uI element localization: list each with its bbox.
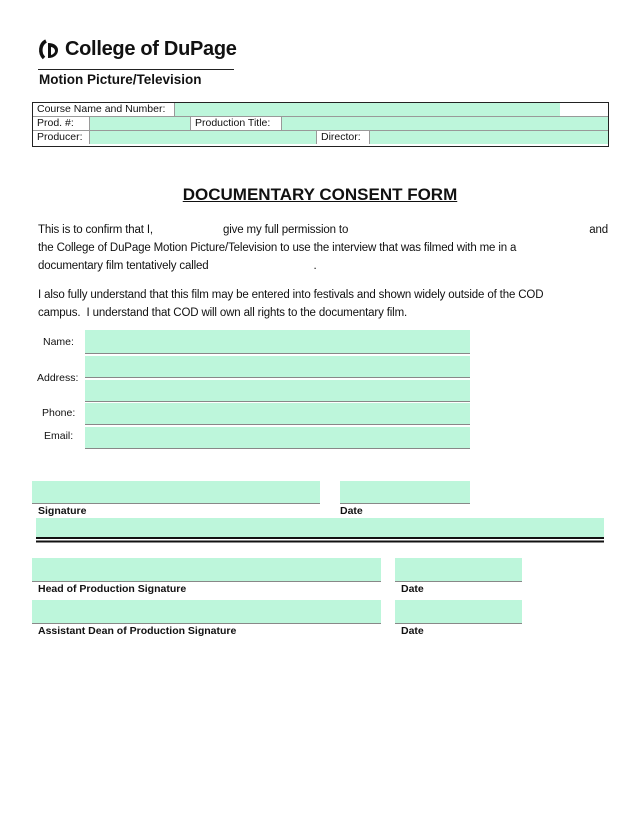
dean-date-field[interactable] (395, 600, 522, 624)
para1-line2: the College of DuPage Motion Picture/Television to use the interview that was filmed with me in a (38, 242, 517, 254)
para1-part1: This is to confirm that I, (38, 224, 153, 236)
phone-field[interactable] (85, 403, 470, 425)
paragraph-2 (38, 286, 608, 322)
extra-field[interactable] (36, 518, 604, 537)
row-producer (33, 131, 608, 144)
para1-line1 (38, 221, 608, 239)
college-logo (38, 38, 237, 70)
dean-signature-label: Assistant Dean of Production Signature (38, 625, 237, 637)
course-field[interactable] (175, 103, 560, 116)
course-label: Course Name and Number: (33, 103, 175, 116)
signature-date-field[interactable] (340, 481, 470, 504)
para2-line2-row (38, 304, 608, 322)
para1-line3: documentary film tentatively called (38, 260, 209, 272)
signature-field[interactable] (32, 481, 320, 504)
prod-num-label: Prod. #: (33, 117, 90, 130)
director-field[interactable] (370, 131, 608, 144)
name-blank (153, 221, 223, 239)
name-field[interactable] (85, 330, 470, 354)
address-line2-field[interactable] (85, 380, 470, 402)
head-signature-label: Head of Production Signature (38, 583, 187, 595)
production-title-label: Production Title: (190, 117, 282, 130)
divider-double-line (36, 537, 604, 539)
prod-num-field[interactable] (90, 117, 190, 130)
head-signature-field[interactable] (32, 558, 381, 582)
head-date-label: Date (401, 583, 424, 595)
signature-label: Signature (38, 505, 87, 517)
signature-date-label: Date (340, 505, 363, 517)
producer-label: Producer: (33, 131, 90, 144)
logo-mark-icon (38, 39, 60, 61)
address-line1-field[interactable] (85, 356, 470, 378)
phone-label: Phone: (42, 407, 76, 419)
producer-field[interactable] (90, 131, 316, 144)
form-title: DOCUMENTARY CONSENT FORM (182, 185, 458, 204)
para1-line3-row (38, 257, 608, 275)
para2-line1-row (38, 286, 608, 304)
head-date-field[interactable] (395, 558, 522, 582)
department-name: Motion Picture/Television (39, 72, 202, 87)
row-prod (33, 117, 608, 131)
para1-period: . (313, 260, 317, 272)
director-label: Director: (316, 131, 370, 144)
address-label: Address: (37, 372, 79, 384)
para1-part3: and (589, 224, 608, 236)
info-table (32, 102, 609, 147)
row-course (33, 103, 608, 117)
para2-line2: campus. I understand that COD will own all rights to the documentary film. (38, 307, 408, 319)
dean-signature-field[interactable] (32, 600, 381, 624)
film-title-blank (209, 257, 314, 275)
email-label: Email: (44, 430, 74, 442)
course-blank-cell (560, 103, 608, 116)
producer-blank (348, 221, 589, 239)
para1-line2-row (38, 239, 608, 257)
name-label: Name: (43, 336, 74, 348)
paragraph-1 (38, 221, 608, 275)
para2-line1: I also fully understand that this film may be entered into festivals and shown widely outside of the COD (38, 289, 544, 301)
email-field[interactable] (85, 427, 470, 449)
para1-part2: give my full permission to (222, 224, 349, 236)
logo-text: College of DuPage (65, 38, 237, 60)
dean-date-label: Date (401, 625, 424, 637)
production-title-field[interactable] (282, 117, 608, 130)
